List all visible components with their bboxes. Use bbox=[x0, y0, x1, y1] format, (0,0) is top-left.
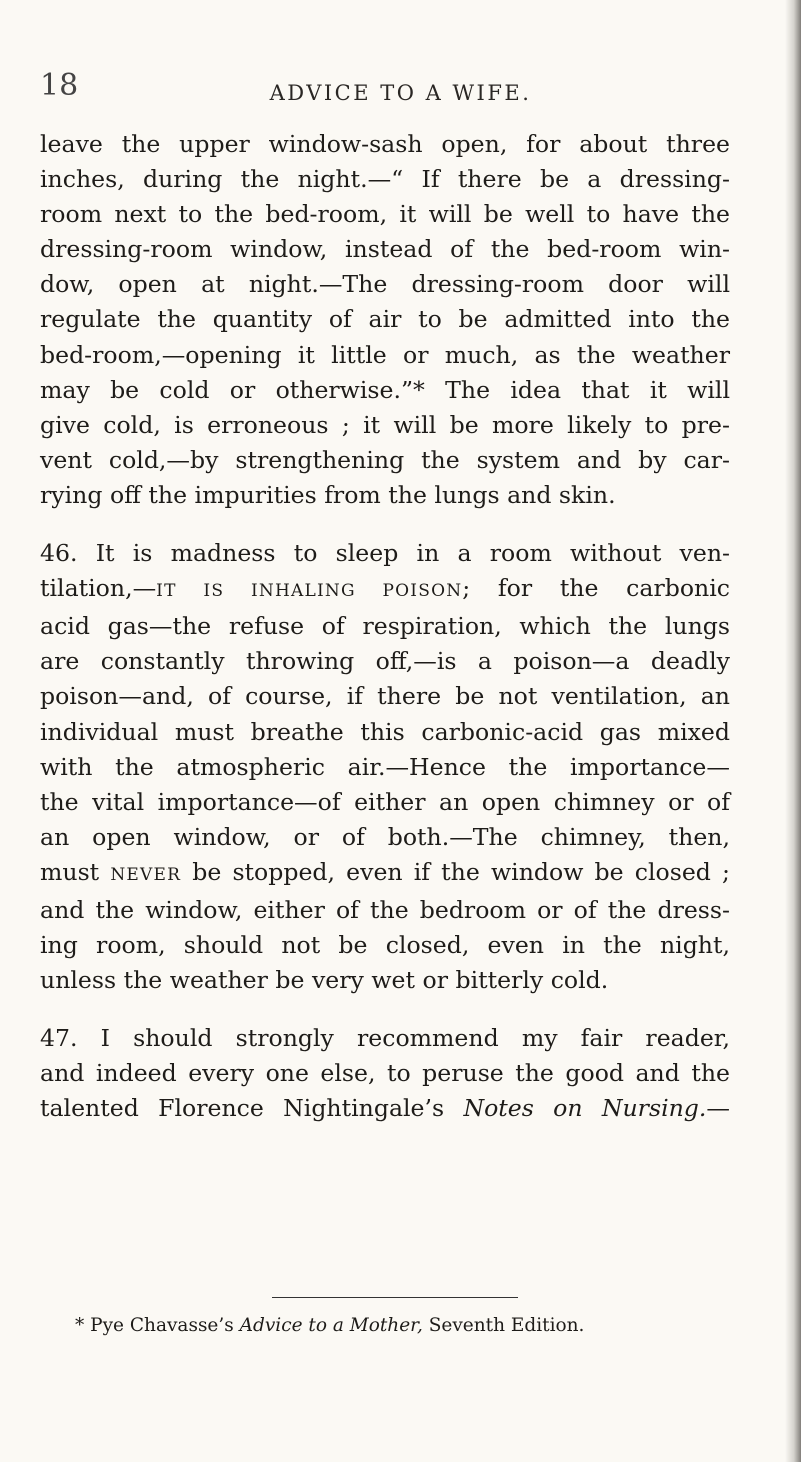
paragraph-46-line: poison—and, of course, if there be not ventilation, an bbox=[40, 682, 730, 711]
text-line: regulate the quantity of air to be admitted into the bbox=[40, 305, 730, 334]
page-edge-shadow bbox=[785, 0, 801, 1462]
book-title: Notes on Nursing. bbox=[463, 1094, 707, 1123]
paragraph-46-line: with the atmospheric air.—Hence the importance— bbox=[40, 752, 730, 781]
text-line: vent cold,—by strengthening the system and by car- bbox=[40, 445, 730, 474]
text-line: dressing-room window, instead of the bed-room win- bbox=[40, 235, 730, 264]
text-line: bed-room,—opening it little or much, as the weather bbox=[40, 340, 730, 369]
text-run: tilation,— bbox=[40, 574, 157, 603]
paragraph-47-line: 47. I should strongly recommend my fair reader, bbox=[40, 1024, 730, 1053]
text-run: talented Florence Nightingale’s bbox=[40, 1094, 464, 1123]
paragraph-47-line: and indeed every one else, to peruse the good and the bbox=[40, 1059, 730, 1088]
paragraph-46-line: ing room, should not be closed, even in the night, bbox=[40, 931, 730, 960]
paragraph-46-line bbox=[40, 571, 730, 609]
text-line: may be cold or otherwise.”* The idea that it will bbox=[40, 375, 730, 404]
paragraph-47-line bbox=[40, 1091, 730, 1126]
footnote-prefix: Pye Chavasse’s bbox=[90, 1315, 240, 1336]
body-text bbox=[40, 127, 730, 1127]
text-run: must bbox=[40, 857, 111, 886]
paragraph-46-line: individual must breathe this carbonic-acid gas mixed bbox=[40, 717, 730, 746]
paragraph-46-line: and the window, either of the bedroom or of the dress- bbox=[40, 895, 730, 924]
page-number: 18 bbox=[40, 68, 79, 103]
footnote-divider bbox=[272, 1297, 518, 1298]
text-run: ; for the carbonic bbox=[462, 574, 730, 603]
paragraph-46-line: acid gas—the refuse of respiration, which the lungs bbox=[40, 612, 730, 641]
text-line: leave the upper window-sash open, for about three bbox=[40, 130, 730, 158]
text-line: give cold, is erroneous ; it will be more likely to pre- bbox=[40, 410, 730, 439]
text-line: dow, open at night.—The dressing-room door will bbox=[40, 270, 730, 299]
small-caps-run: IT IS INHALING POISON bbox=[156, 581, 463, 602]
text-line: inches, during the night.—“ If there be a dressing- bbox=[40, 165, 730, 194]
running-title: ADVICE TO A WIFE. bbox=[269, 81, 532, 105]
footnote-suffix: Seventh Edition. bbox=[422, 1315, 585, 1336]
paragraph-46-line: 46. It is madness to sleep in a room without ven- bbox=[40, 539, 730, 568]
paragraph-46-line bbox=[40, 855, 730, 893]
text-line: room next to the bed-room, it will be well to have the bbox=[40, 200, 730, 229]
paragraph-46-line: an open window, or of both.—The chimney, then, bbox=[40, 822, 730, 851]
text-line: rying off the impurities from the lungs and skin. bbox=[40, 480, 616, 509]
footnote-book-title: Advice to a Mother, bbox=[239, 1315, 423, 1336]
text-run: — bbox=[706, 1094, 731, 1123]
text-run: be stopped, even if the window be closed ; bbox=[181, 857, 730, 886]
footnote-marker: * bbox=[75, 1315, 85, 1336]
small-caps-run: NEVER bbox=[110, 864, 182, 885]
paragraph-46-line: are constantly throwing off,—is a poison—a deadly bbox=[40, 647, 730, 676]
paragraph-46-line: unless the weather be very wet or bitterly cold. bbox=[40, 966, 609, 995]
paragraph-46-line: the vital importance—of either an open chimney or of bbox=[40, 787, 730, 816]
footnote bbox=[75, 1313, 695, 1339]
